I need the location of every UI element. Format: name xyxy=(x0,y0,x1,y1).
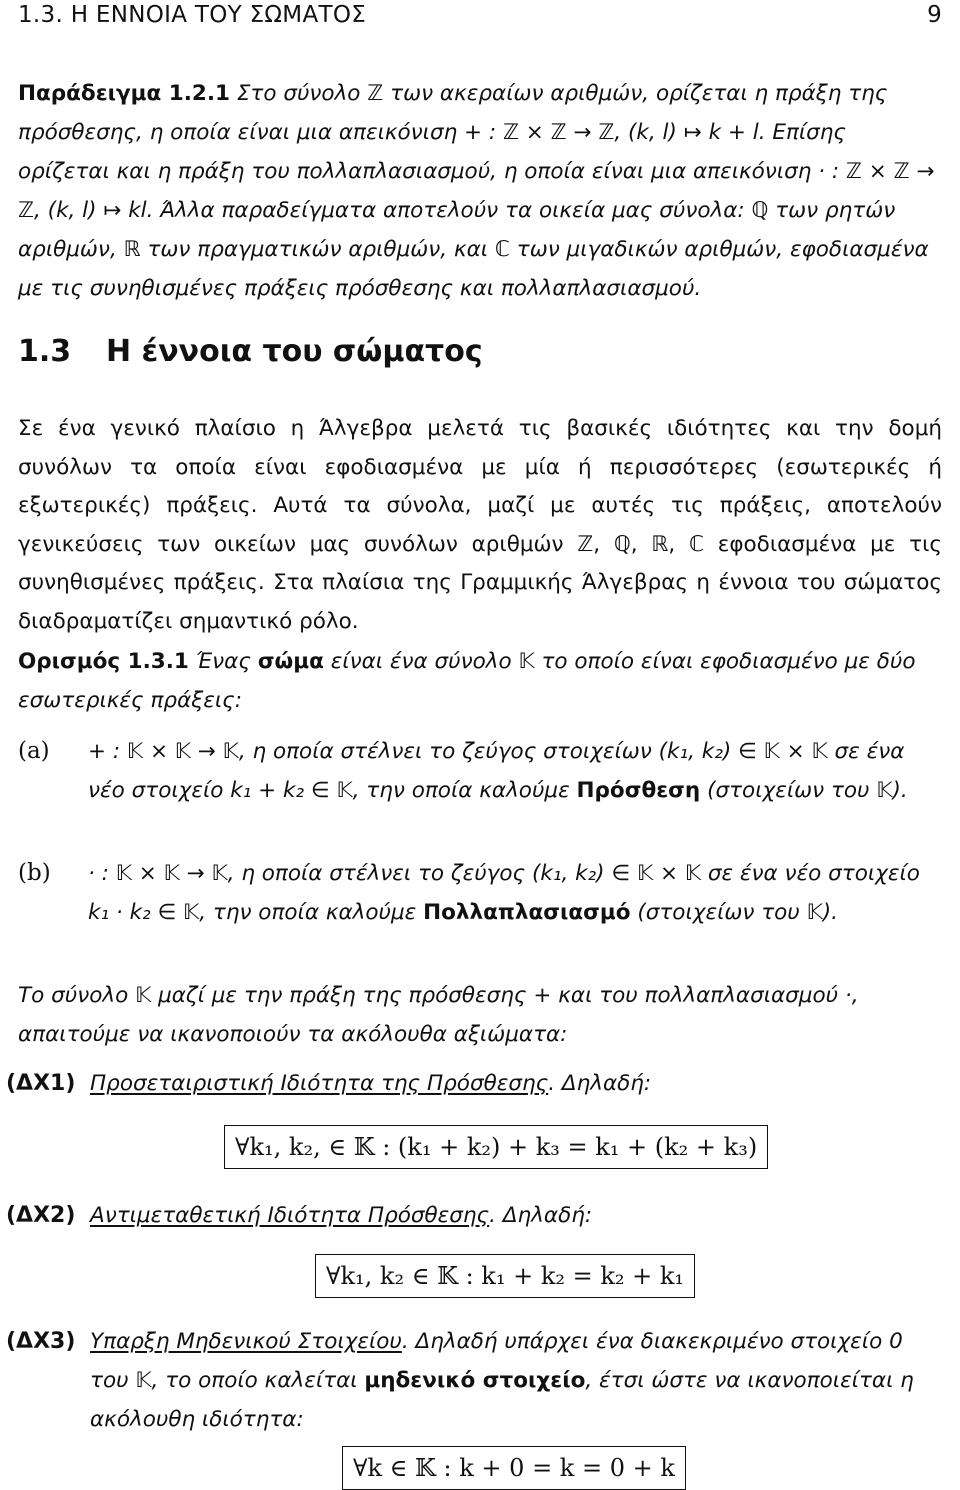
axiom-3 xyxy=(6,1322,942,1439)
item-label: (a) xyxy=(18,738,50,764)
definition-item-b xyxy=(18,854,942,932)
example-text: Στο σύνολο ℤ των ακεραίων αριθμών, ορίζεται η πράξη της πρόσθεσης, η οποία είναι μια απεικόνιση + : ℤ × ℤ → ℤ, (k, l) ↦ k + l. Επίσης ορίζεται και η πράξη του πολλαπλασιασμού, η οποία είναι μια απεικόνιση · : ℤ × ℤ → ℤ, (k, l) ↦ kl. Άλλα παραδείγματα αποτελούν τα οικεία μας σύνολα: ℚ των ρητών αριθμών, ℝ των πραγματικών αριθμών, και ℂ των μιγαδικών αριθμών, εφοδιασμένα με τις συνηθισμένες πράξεις πρόσθεσης και πολλαπλασιασμού. xyxy=(18,81,935,301)
definition-text-after: είναι ένα σύνολο 𝕂 το οποίο είναι εφοδιασμένο με δύο εσωτερικές πράξεις: xyxy=(18,649,916,713)
closing-paragraph: Το σύνολο 𝕂 μαζί με την πράξη της πρόσθεσης + και του πολλαπλασιασμού ·, απαιτούμε να ικανοποιούν τα ακόλουθα αξιώματα: xyxy=(18,983,859,1047)
axiom-name: Προσεταιριστική Ιδιότητα της Πρόσθεσης xyxy=(90,1071,549,1096)
page-header xyxy=(18,2,942,32)
definition-term: σώμα xyxy=(257,649,324,674)
axiom-name: Αντιμεταθετική Ιδιότητα Πρόσθεσης xyxy=(90,1203,490,1228)
item-text-before: + : 𝕂 × 𝕂 → 𝕂, η οποία στέλνει το ζεύγος στοιχείων (k₁, k₂) ∈ 𝕂 × 𝕂 σε ένα νέο στοιχείο k₁ + k₂ ∈ 𝕂, την οποία καλούμε xyxy=(88,739,905,803)
axiom-2 xyxy=(6,1196,942,1235)
running-title: 1.3. Η ΕΝΝΟΙΑ ΤΟΥ ΣΩΜΑΤΟΣ xyxy=(18,2,367,28)
formula-box: ∀k ∈ 𝕂 : k + 0 = k = 0 + k xyxy=(342,1446,686,1490)
axiom-after-2: , έτσι ώστε να ικανοποιείται η ακόλουθη ιδιότητα: xyxy=(90,1368,914,1432)
item-label: (b) xyxy=(18,860,51,886)
section-heading xyxy=(18,334,483,369)
axiom-term: μηδενικό στοιχείο xyxy=(364,1368,586,1393)
definition-item-a xyxy=(18,732,942,810)
example-paragraph xyxy=(18,74,942,308)
axiom-label: (ΔΧ3) xyxy=(6,1329,76,1354)
section-title: Η έννοια του σώματος xyxy=(106,334,483,369)
item-text-after: (στοιχείων του 𝕂). xyxy=(707,778,908,803)
item-text-after: (στοιχείων του 𝕂). xyxy=(637,900,838,925)
axiom-label: (ΔΧ1) xyxy=(6,1071,76,1096)
formula-box: ∀k₁, k₂ ∈ 𝕂 : k₁ + k₂ = k₂ + k₁ xyxy=(315,1254,695,1298)
definition-paragraph xyxy=(18,642,942,720)
axiom-name: Υπαρξη Μηδενικού Στοιχείου xyxy=(90,1329,402,1354)
example-label: Παράδειγμα 1.2.1 xyxy=(18,81,230,106)
axiom-after: . Δηλαδή υπάρχει ένα διακεκριμένο στοιχείο 0 του 𝕂, το οποίο καλείται xyxy=(90,1329,903,1393)
axiom-label: (ΔΧ2) xyxy=(6,1203,76,1228)
axiom-after: . Δηλαδή: xyxy=(489,1203,593,1228)
axiom-after: . Δηλαδή: xyxy=(548,1071,652,1096)
section-number: 1.3 xyxy=(18,334,72,369)
definition-label: Ορισμός 1.3.1 xyxy=(18,649,189,674)
item-term: Πολλαπλασιασμό xyxy=(423,900,631,925)
item-text-before: · : 𝕂 × 𝕂 → 𝕂, η οποία στέλνει το ζεύγος (k₁, k₂) ∈ 𝕂 × 𝕂 σε ένα νέο στοιχείο k₁ · k₂ ∈ 𝕂, την οποία καλούμε xyxy=(88,861,920,925)
page-number: 9 xyxy=(927,2,942,28)
formula-box: ∀k₁, k₂, ∈ 𝕂 : (k₁ + k₂) + k₃ = k₁ + (k₂ + k₃) xyxy=(224,1125,768,1169)
item-term: Πρόσθεση xyxy=(576,778,701,803)
section-body: Σε ένα γενικό πλαίσιο η Άλγεβρα μελετά τις βασικές ιδιότητες και την δομή συνόλων τα οποία είναι εφοδιασμένα με μία ή περισσότερες (εσωτερικές ή εξωτερικές) πράξεις. Αυτά τα σύνολα, μαζί με αυτές τις πράξεις, αποτελούν γενικεύσεις των οικείων μας συνόλων αριθμών ℤ, ℚ, ℝ, ℂ εφοδιασμένα με τις συνηθισμένες πράξεις. Στα πλαίσια της Γραμμικής Άλγεβρας η έννοια του σώματος διαδραματίζει σημαντικό ρόλο. xyxy=(18,416,942,634)
definition-text-before: Ένας xyxy=(195,649,251,674)
axiom-1 xyxy=(6,1064,942,1103)
